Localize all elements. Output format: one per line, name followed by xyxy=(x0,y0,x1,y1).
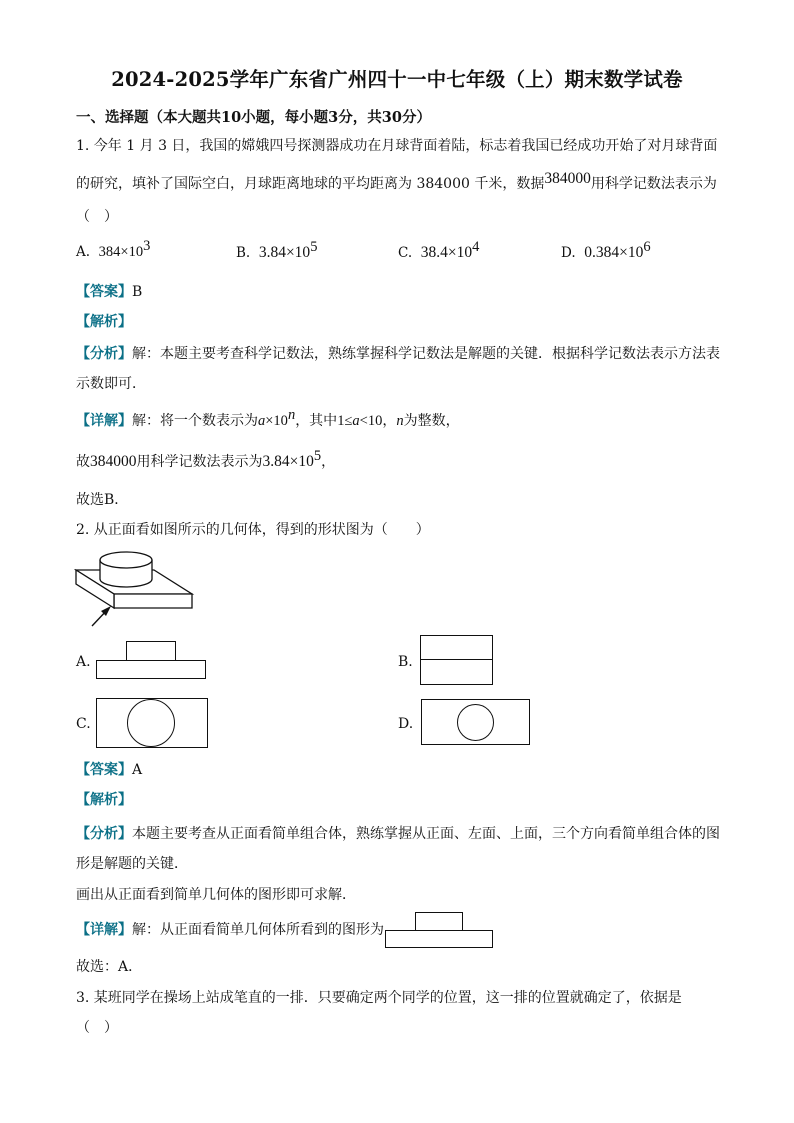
q2-fenxi-line2: 形是解题的关键． xyxy=(76,856,188,872)
q2-jiexi: 【解析】 xyxy=(76,792,132,808)
q1-blank: （ ） xyxy=(76,209,118,225)
q1-line1: 1. 今年 1 月 3 日，我国的嫦娥四号探测器成功在月球背面着陆，标志着我国已经成功开始了对月球背面 xyxy=(76,138,718,154)
q2-option-d-label[interactable]: D. xyxy=(398,716,414,732)
q2-answer: 【答案】A xyxy=(76,762,143,778)
q1-option-a[interactable]: A. $384\times 10^3$ xyxy=(76,238,151,260)
q2-option-a-label[interactable]: A. xyxy=(76,654,91,670)
solid-figure xyxy=(74,546,196,630)
q1-final: 故选B． xyxy=(76,492,129,508)
q1-line2: 的研究，填补了国际空白，月球距离地球的平均距离为 384000 千米，数据384000用科学记数法表示为 xyxy=(76,170,717,192)
page-title: 2024-2025学年广东省广州四十一中七年级（上）期末数学试卷 xyxy=(111,68,683,91)
q2-xiangjie: 【详解】解：从正面看简单几何体所看到的图形为 xyxy=(76,922,384,938)
q2-option-b-label[interactable]: B. xyxy=(398,654,413,670)
q3-blank: （ ） xyxy=(76,1020,118,1036)
q2-final: 故选：A． xyxy=(76,959,143,975)
q2-method: 画出从正面看到简单几何体的图形即可求解． xyxy=(76,887,356,903)
q1-option-b[interactable]: B. $3.84\times 10^5$ xyxy=(236,239,318,261)
section-heading: 一、选择题（本大题共10小题，每小题3分，共30分） xyxy=(76,109,431,126)
q1-option-c[interactable]: C. $38.4\times 10^4$ xyxy=(398,239,480,261)
q2-option-c-label[interactable]: C. xyxy=(76,716,91,732)
q2-answer-figure xyxy=(385,912,493,948)
q1-number: 384000 xyxy=(544,170,591,187)
q2-stem: 2. 从正面看如图所示的几何体，得到的形状图为（ ） xyxy=(76,522,430,538)
q1-fenxi-line1: 【分析】解：本题主要考查科学记数法，熟练掌握科学记数法是解题的关键．根据科学记数法表示方法表 xyxy=(76,346,720,362)
q2-option-d-figure[interactable] xyxy=(421,699,530,745)
q2-fenxi-line1: 【分析】本题主要考查从正面看简单组合体，熟练掌握从正面、左面、上面，三个方向看简单组合体的图 xyxy=(76,826,720,842)
q1-answer: 【答案】B xyxy=(76,284,143,300)
q2-option-c-figure[interactable] xyxy=(96,698,208,748)
q1-jiexi: 【解析】 xyxy=(76,314,132,330)
q2-option-b-figure[interactable] xyxy=(420,635,493,685)
q1-option-d[interactable]: D. $0.384\times 10^6$ xyxy=(561,239,651,261)
q1-fenxi-line2: 示数即可． xyxy=(76,376,146,392)
q3-line1: 3. 某班同学在操场上站成笔直的一排．只要确定两个同学的位置，这一排的位置就确定了，依据是 xyxy=(76,990,682,1006)
q2-option-a-figure[interactable] xyxy=(96,641,206,679)
q1-conclusion: 故384000用科学记数法表示为$3.84\times 10^5$， xyxy=(76,448,336,470)
q1-xiangjie: 【详解】解：将一个数表示为$a\times 10^n$，其中1≤a<10，n为整数， xyxy=(76,407,460,429)
